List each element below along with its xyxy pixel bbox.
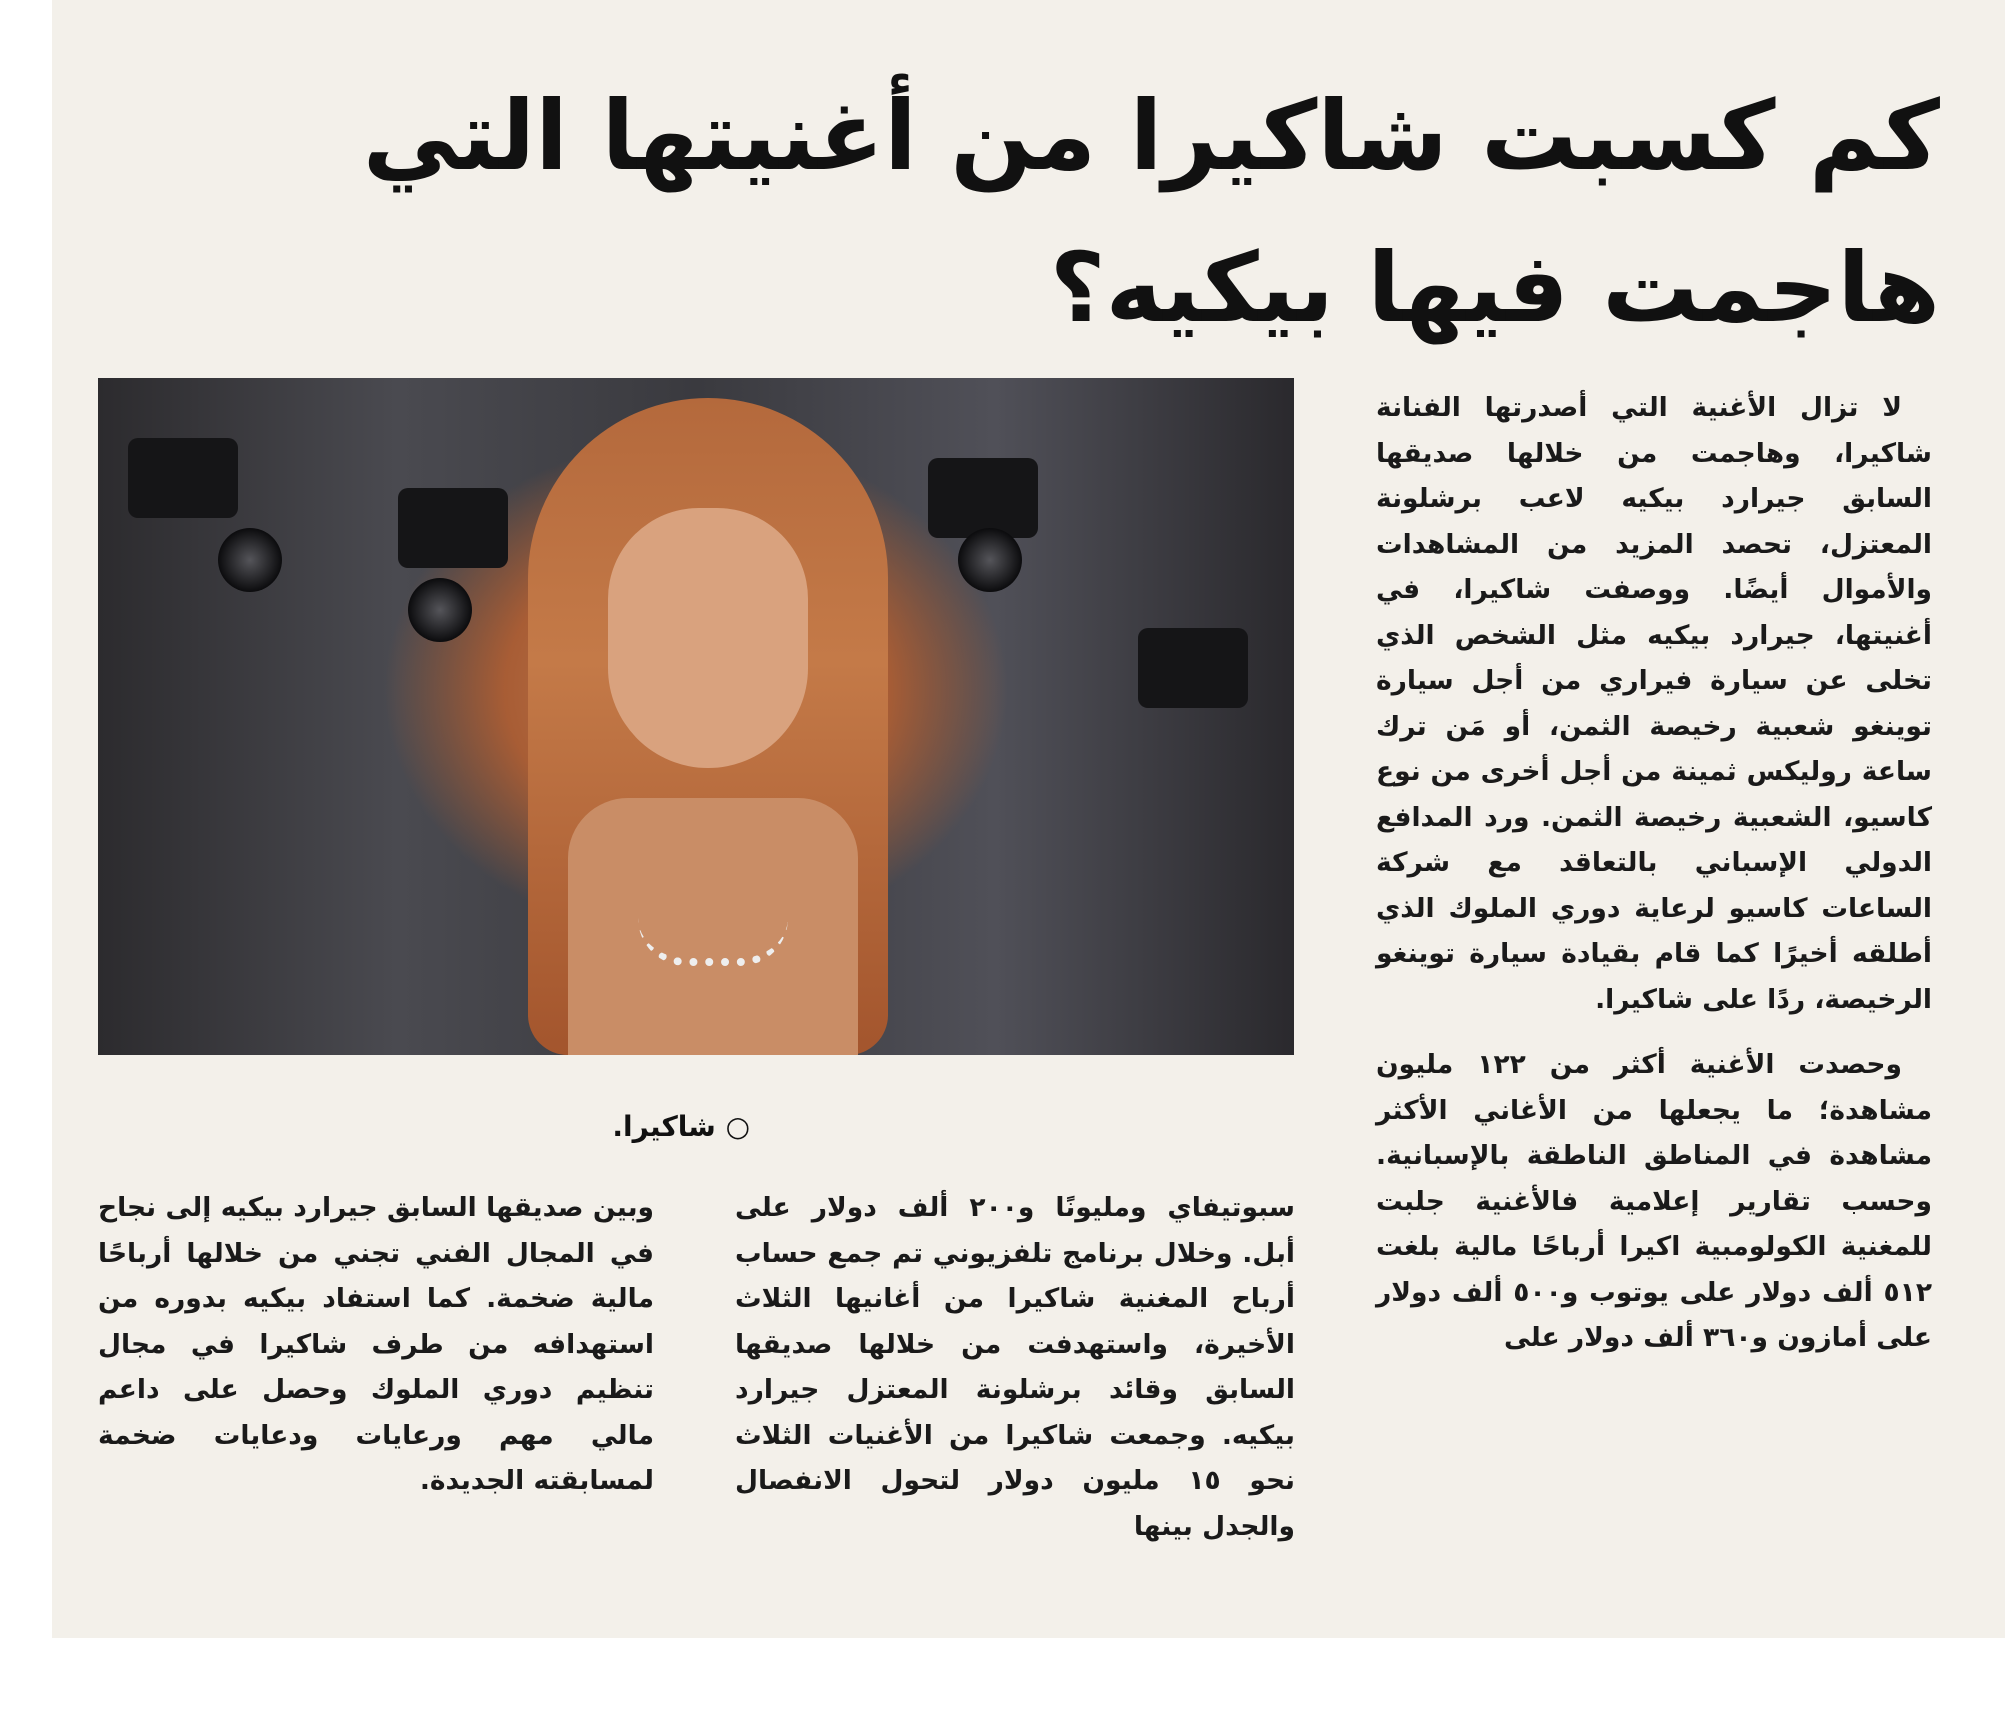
photographer-camera <box>928 458 1038 538</box>
article-column-right <box>1376 385 1932 1361</box>
article-headline: كم كسبت شاكيرا من أغنيتها التي هاجمت فيها بيكيه؟ <box>362 80 1940 344</box>
paragraph: سبوتيفاي ومليونًا و٢٠٠ ألف دولار على أبل. وخلال برنامج تلفزيوني تم جمع حساب أرباح المغنية شاكيرا من أغانيها الثلاث الأخيرة، واستهدفت من خلالها صديقها السابق وقائد برشلونة المعتزل جيرارد بيكيه. وجمعت شاكيرا من الأغنيات الثلاث نحو ١٥ مليون دولار لتحول الانفصال والجدل بينها <box>735 1192 1296 1542</box>
paragraph: لا تزال الأغنية التي أصدرتها الفنانة شاكيرا، وهاجمت من خلالها صديقها السابق جيرارد بيكيه لاعب برشلونة المعتزل، تحصد المزيد من المشاهدات والأموال أيضًا. ووصفت شاكيرا، في أغنيتها، جيرارد بيكيه مثل الشخص الذي تخلى عن سيارة فيراري من أجل سيارة توينغو شعبية رخيصة الثمن، أو مَن ترك ساعة روليكس ثمينة من أجل أخرى من نوع كاسيو، الشعبية رخيصة الثمن. ورد المدافع الدولي الإسباني بالتعاقد مع شركة الساعات كاسيو لرعاية دوري الملوك الذي أطلقه أخيرًا كما قام بقيادة سيارة توينغو الرخيصة، ردًا على شاكيرا. <box>1376 392 1932 1015</box>
camera-lens <box>958 528 1022 592</box>
camera-lens <box>408 578 472 642</box>
paragraph: وبين صديقها السابق جيرارد بيكيه إلى نجاح في المجال الفني تجني من خلالها أرباحًا مالية ضخمة. كما استفاد بيكيه بدوره من استهدافه من طرف شاكيرا في مجال تنظيم دوري الملوك وحصل على داعم مالي مهم ورعايات ودعايات ضخمة لمسابقته الجديدة. <box>98 1192 654 1496</box>
camera-lens <box>218 528 282 592</box>
paragraph: وحصدت الأغنية أكثر من ١٢٢ مليون مشاهدة؛ ما يجعلها من الأغاني الأكثر مشاهدة في المناطق الناطقة بالإسبانية. وحسب تقارير إعلامية فالأغنية جلبت للمغنية الكولومبية اكيرا أرباحًا مالية بلغت ٥١٢ ألف دولار على يوتوب و٥٠٠ ألف دولار على أمازون و٣٦٠ ألف دولار على <box>1376 1049 1932 1353</box>
subject-face <box>608 508 808 768</box>
photographer-camera <box>128 438 238 518</box>
article-column-left <box>98 1185 654 1504</box>
article-photo <box>98 378 1294 1055</box>
photographer-camera <box>398 488 508 568</box>
article-column-middle <box>735 1185 1295 1549</box>
photographer-camera <box>1138 628 1248 708</box>
photo-caption: ○ شاكيرا. <box>612 1110 750 1143</box>
